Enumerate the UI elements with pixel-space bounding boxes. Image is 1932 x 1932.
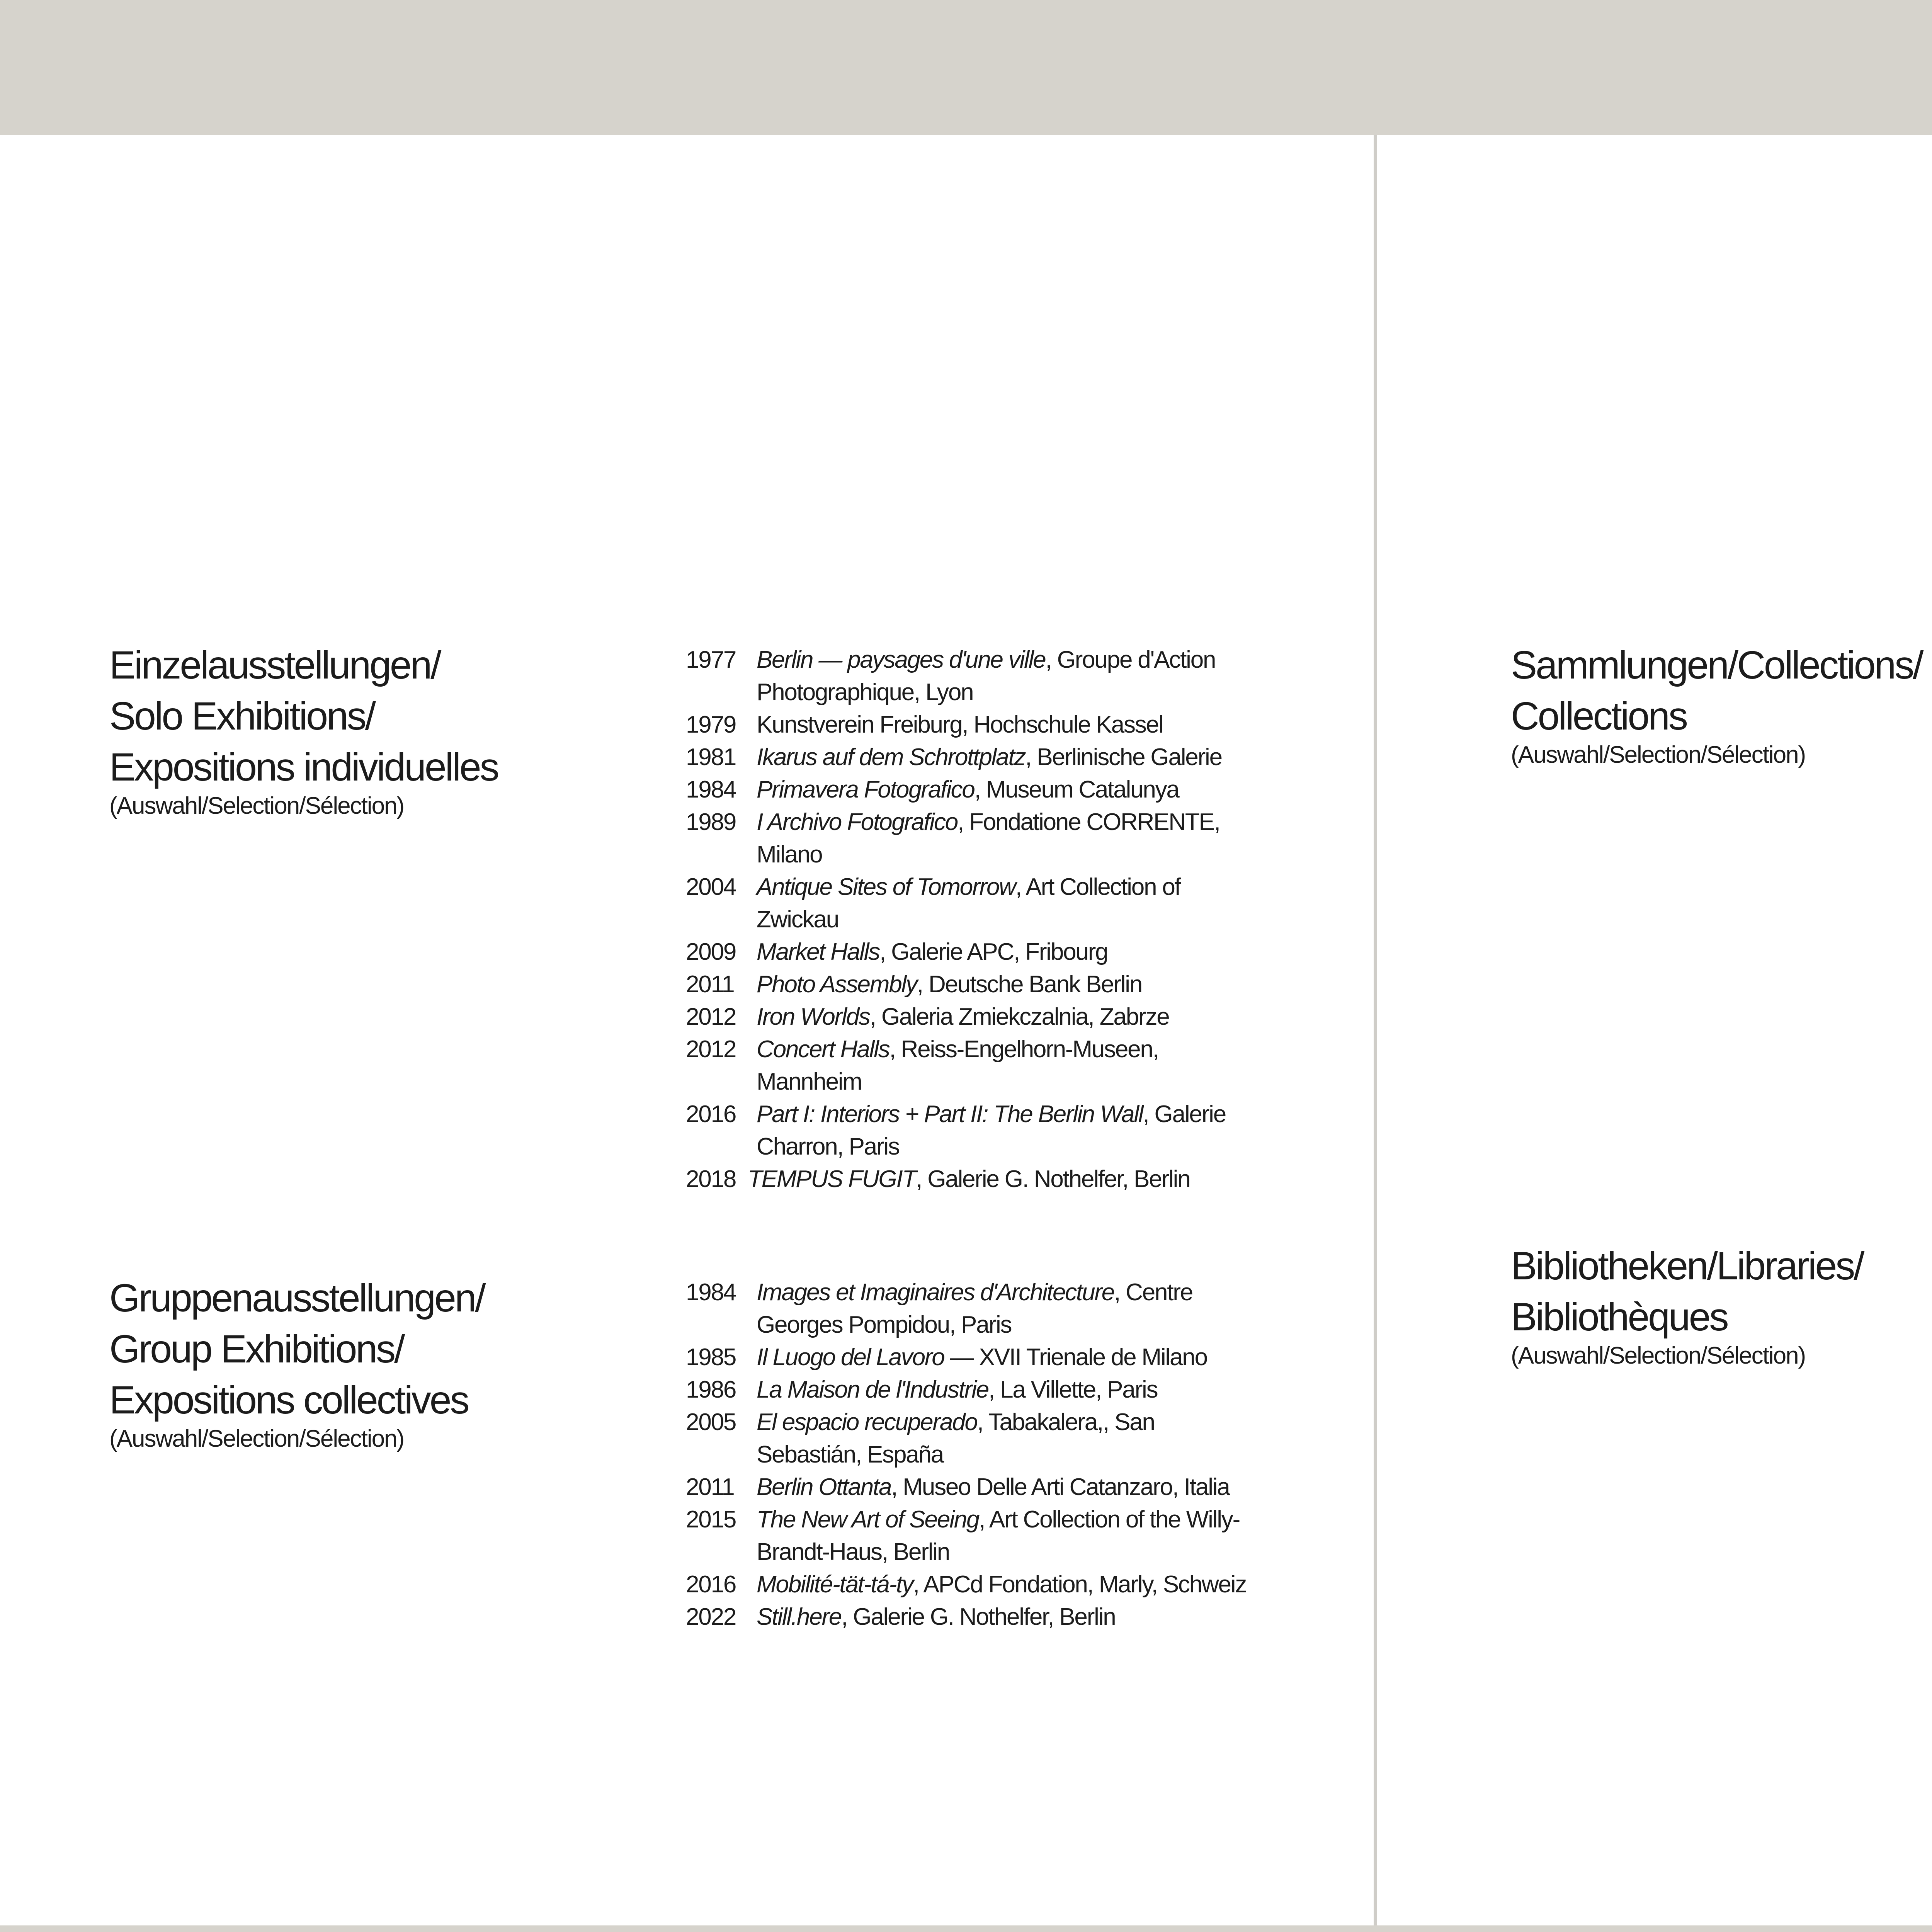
- exhibition-venue: , Tabakalera,, San Sebastián, España: [757, 1409, 1155, 1468]
- heading-line: Bibliotheken/Libraries/: [1511, 1244, 1863, 1288]
- exhibition-year: 2016: [686, 1571, 736, 1598]
- exhibition-venue: , Museum Catalunya: [974, 776, 1179, 803]
- exhibition-title: Photo Assembly: [757, 971, 917, 998]
- heading-subtitle: (Auswahl/Selection/Sélection): [109, 1425, 404, 1452]
- exhibition-year: 1984: [686, 1279, 736, 1306]
- exhibition-title: Il Luogo del Lavoro: [757, 1344, 944, 1371]
- heading-line: Collections: [1511, 694, 1687, 738]
- exhibition-venue: , Art Collection of the Willy-Brandt-Haus, Berlin: [757, 1506, 1240, 1565]
- exhibition-title: Mobilité-tät-tá-ty: [757, 1571, 913, 1598]
- exhibition-entry: [686, 968, 1254, 1001]
- exhibition-year: 2011: [686, 1474, 734, 1500]
- exhibition-year: 1979: [686, 711, 736, 738]
- exhibition-title: Ikarus auf dem Schrottplatz: [757, 744, 1026, 770]
- heading-line: Gruppenausstellungen/: [109, 1276, 485, 1320]
- exhibition-venue: , APCd Fondation, Marly, Schweiz: [913, 1571, 1247, 1598]
- exhibition-title: Antique Sites of Tomorrow: [757, 874, 1015, 900]
- exhibition-year: 2012: [686, 1036, 736, 1063]
- exhibition-year: 2018: [686, 1166, 736, 1192]
- exhibition-title: Part I: Interiors + Part II: The Berlin Wall: [757, 1101, 1143, 1128]
- exhibition-year: 2012: [686, 1003, 736, 1030]
- group-exhibitions-heading: [109, 1272, 670, 1453]
- exhibition-venue: , Groupe d'Action Photographique, Lyon: [757, 646, 1216, 706]
- exhibition-venue: , Reiss-Engelhorn-Museen, Mannheim: [757, 1036, 1158, 1095]
- exhibition-year: 1985: [686, 1344, 736, 1371]
- exhibition-venue: — XVII Trienale de Milano: [944, 1344, 1207, 1371]
- exhibition-entry: [686, 1001, 1254, 1033]
- group-exhibitions-list: [686, 1276, 1258, 1633]
- exhibition-title: Berlin — paysages d'une ville: [757, 646, 1046, 673]
- exhibition-title: Still.here: [757, 1604, 842, 1630]
- exhibition-entry: [686, 741, 1254, 774]
- exhibition-title: TEMPUS FUGIT: [748, 1166, 916, 1192]
- book-spread: [0, 135, 1932, 1925]
- heading-line: Expositions individuelles: [109, 745, 498, 789]
- exhibition-entry: [686, 1406, 1258, 1471]
- exhibition-entry: [686, 871, 1254, 936]
- heading-line: Einzelausstellungen/: [109, 643, 440, 687]
- exhibition-venue: , Galerie G. Nothelfer, Berlin: [916, 1166, 1190, 1192]
- exhibition-entry: [686, 1601, 1258, 1633]
- exhibition-venue: , Galerie Charron, Paris: [757, 1101, 1226, 1160]
- exhibition-year: 2004: [686, 874, 736, 900]
- exhibition-year: 1981: [686, 744, 736, 770]
- exhibition-year: 2009: [686, 939, 736, 965]
- heading-line: Sammlungen/Collections/: [1511, 643, 1922, 687]
- exhibition-year: 2011: [686, 971, 734, 998]
- exhibition-year: 2005: [686, 1409, 736, 1435]
- exhibition-entry: [686, 1568, 1258, 1601]
- exhibition-year: 2016: [686, 1101, 736, 1128]
- exhibition-entry: [686, 709, 1254, 741]
- solo-exhibitions-list: [686, 644, 1254, 1196]
- heading-subtitle: (Auswahl/Selection/Sélection): [1511, 1342, 1806, 1369]
- exhibition-venue: , Centre Georges Pompidou, Paris: [757, 1279, 1193, 1338]
- heading-line: Solo Exhibitions/: [109, 694, 375, 738]
- heading-line: Bibliothèques: [1511, 1295, 1728, 1339]
- exhibition-year: 1989: [686, 809, 736, 835]
- exhibition-venue: , Deutsche Bank Berlin: [917, 971, 1142, 998]
- exhibition-venue: , Fondatione CORRENTE, Milano: [757, 809, 1220, 868]
- exhibition-title: Berlin Ottanta: [757, 1474, 891, 1500]
- exhibition-venue: , Museo Delle Arti Catanzaro, Italia: [891, 1474, 1230, 1500]
- exhibition-venue: , Galerie APC, Fribourg: [879, 939, 1108, 965]
- exhibition-entry: [686, 1276, 1258, 1341]
- exhibition-title: El espacio recuperado: [757, 1409, 977, 1435]
- exhibition-entry: [686, 1033, 1254, 1098]
- solo-exhibitions-heading: [109, 639, 670, 820]
- exhibition-entry: [686, 774, 1254, 806]
- exhibition-title: Images et Imaginaires d'Architecture: [757, 1279, 1114, 1306]
- exhibition-venue: , Berlinische Galerie: [1025, 744, 1222, 770]
- heading-line: Expositions collectives: [109, 1378, 468, 1422]
- heading-subtitle: (Auswahl/Selection/Sélection): [109, 793, 404, 819]
- exhibition-title: Market Halls: [757, 939, 880, 965]
- exhibition-entry: [686, 1374, 1258, 1406]
- exhibition-title: Primavera Fotografico: [757, 776, 975, 803]
- exhibition-title: Concert Halls: [757, 1036, 889, 1063]
- heading-subtitle: (Auswahl/Selection/Sélection): [1511, 742, 1806, 768]
- exhibition-entry: [686, 644, 1254, 709]
- exhibition-title: La Maison de l'Industrie: [757, 1376, 989, 1403]
- exhibition-title: I Archivo Fotografico: [757, 809, 958, 835]
- exhibition-entry: [686, 806, 1254, 871]
- exhibition-year: 2015: [686, 1506, 736, 1533]
- exhibition-year: 2022: [686, 1604, 736, 1630]
- exhibition-entry: [686, 1503, 1258, 1568]
- exhibition-entry: [686, 1471, 1258, 1503]
- exhibition-entry: [686, 936, 1254, 968]
- exhibition-venue: , Galeria Zmiekczalnia, Zabrze: [869, 1003, 1169, 1030]
- page-gutter: [1374, 135, 1377, 1925]
- exhibition-title: Iron Worlds: [757, 1003, 870, 1030]
- exhibition-title: The New Art of Seeing: [757, 1506, 979, 1533]
- exhibition-venue: , Galerie G. Nothelfer, Berlin: [841, 1604, 1116, 1630]
- exhibition-venue: , La Villette, Paris: [988, 1376, 1158, 1403]
- exhibition-year: 1977: [686, 646, 736, 673]
- exhibition-year: 1984: [686, 776, 736, 803]
- exhibition-entry: [686, 1163, 1254, 1196]
- libraries-heading: [1511, 1240, 1932, 1370]
- collections-heading: [1511, 639, 1932, 769]
- exhibition-year: 1986: [686, 1376, 736, 1403]
- heading-line: Group Exhibitions/: [109, 1327, 404, 1371]
- exhibition-venue: , Art Collection of Zwickau: [757, 874, 1180, 933]
- exhibition-venue: Kunstverein Freiburg, Hochschule Kassel: [757, 711, 1163, 738]
- exhibition-entry: [686, 1098, 1254, 1163]
- exhibition-entry: [686, 1341, 1258, 1374]
